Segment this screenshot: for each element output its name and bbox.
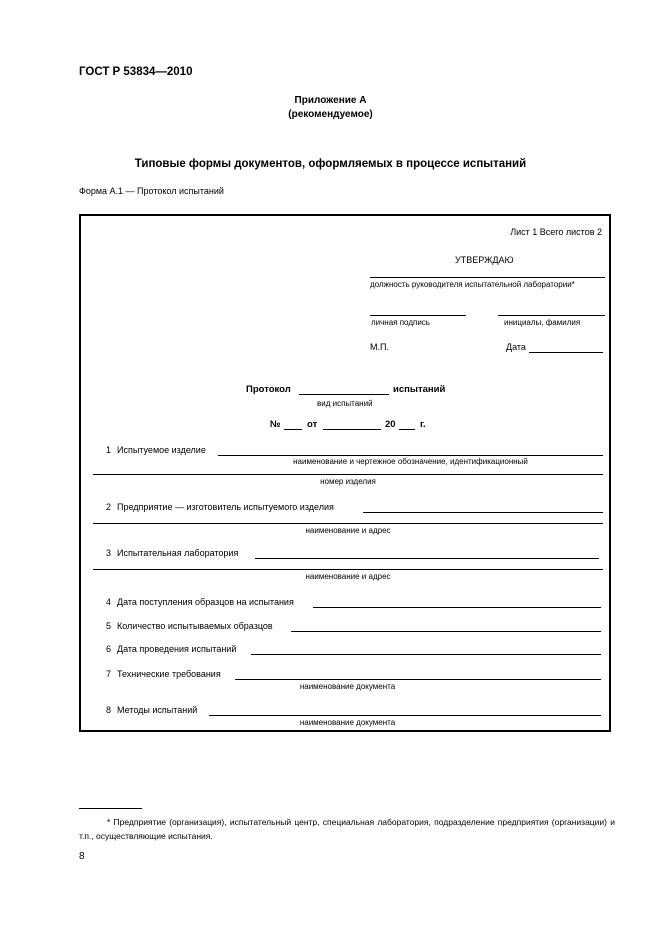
date-label: Дата [506, 342, 526, 352]
item-2-number: 2 [106, 502, 112, 512]
number-sign: № [270, 419, 281, 430]
form-caption: Форма А.1 — Протокол испытаний [79, 186, 224, 196]
footnote: * Предприятие (организация), испытательный центр, специальная лаборатория, подразделение предприятия (организации) и т.п., осуществляющие испытания. [79, 817, 615, 841]
number-line [284, 429, 302, 430]
signature-caption: личная подпись [371, 318, 430, 327]
protocol-word: Протокол [246, 384, 291, 395]
protocol-form-frame [79, 214, 611, 732]
item-1-caption-2: номер изделия [320, 477, 376, 486]
test-kind-line [299, 394, 389, 395]
appendix-title: Приложение А [294, 95, 367, 106]
signature-line [370, 315, 466, 316]
item-8-label: Методы испытаний [117, 705, 198, 715]
item-5-line [291, 631, 601, 632]
item-1-caption: наименование и чертежное обозначение, идентификационный [293, 457, 528, 466]
item-7-number: 7 [106, 669, 112, 679]
item-2-label: Предприятие — изготовитель испытуемого изделия [117, 502, 334, 512]
item-4-line [313, 607, 601, 608]
item-6-number: 6 [106, 644, 112, 654]
year-prefix: 20 [385, 419, 396, 430]
item-6-line [251, 654, 601, 655]
item-3-line-2 [93, 569, 603, 570]
protocol-date-line [323, 429, 381, 430]
year-line [399, 429, 415, 430]
date-line [529, 352, 603, 353]
item-1-number: 1 [106, 445, 112, 455]
item-6-label: Дата проведения испытаний [117, 644, 237, 654]
position-caption: должность руководителя испытательной лаборатории* [370, 280, 575, 289]
item-8-number: 8 [106, 705, 112, 715]
section-title: Типовые формы документов, оформляемых в процессе испытаний [134, 158, 527, 170]
year-suffix: г. [420, 419, 426, 430]
item-3-number: 3 [106, 548, 112, 558]
protocol-tests-word: испытаний [393, 384, 446, 395]
position-line [370, 277, 605, 278]
item-3-line [255, 558, 599, 559]
item-1-label: Испытуемое изделие [117, 445, 206, 455]
item-7-caption: наименование документа [299, 682, 396, 691]
item-7-line [235, 679, 601, 680]
item-3-label: Испытательная лаборатория [117, 548, 239, 558]
item-2-line [363, 512, 603, 513]
item-2-line-2 [93, 523, 603, 524]
item-8-caption: наименование документа [299, 718, 396, 727]
document-code: ГОСТ Р 53834—2010 [79, 66, 193, 78]
item-8-line [209, 715, 601, 716]
from-word: от [307, 419, 318, 430]
initials-caption: инициалы, фамилия [504, 318, 581, 327]
approve-word: УТВЕРЖДАЮ [455, 255, 514, 265]
footnote-separator [79, 808, 142, 809]
page-number: 8 [79, 851, 85, 862]
item-5-label: Количество испытываемых образцов [117, 621, 273, 631]
item-3-caption: наименование и адрес [305, 572, 391, 581]
initials-line [498, 315, 605, 316]
item-4-number: 4 [106, 597, 112, 607]
item-1-line [218, 455, 603, 456]
item-5-number: 5 [106, 621, 112, 631]
item-4-label: Дата поступления образцов на испытания [117, 597, 294, 607]
appendix-status: (рекомендуемое) [288, 109, 373, 120]
item-1-line-2 [93, 474, 603, 475]
item-2-caption: наименование и адрес [305, 526, 391, 535]
item-7-label: Технические требования [117, 669, 221, 679]
sheet-count: Лист 1 Всего листов 2 [510, 227, 602, 237]
stamp-label: М.П. [370, 342, 389, 352]
test-kind-caption: вид испытаний [317, 399, 373, 408]
